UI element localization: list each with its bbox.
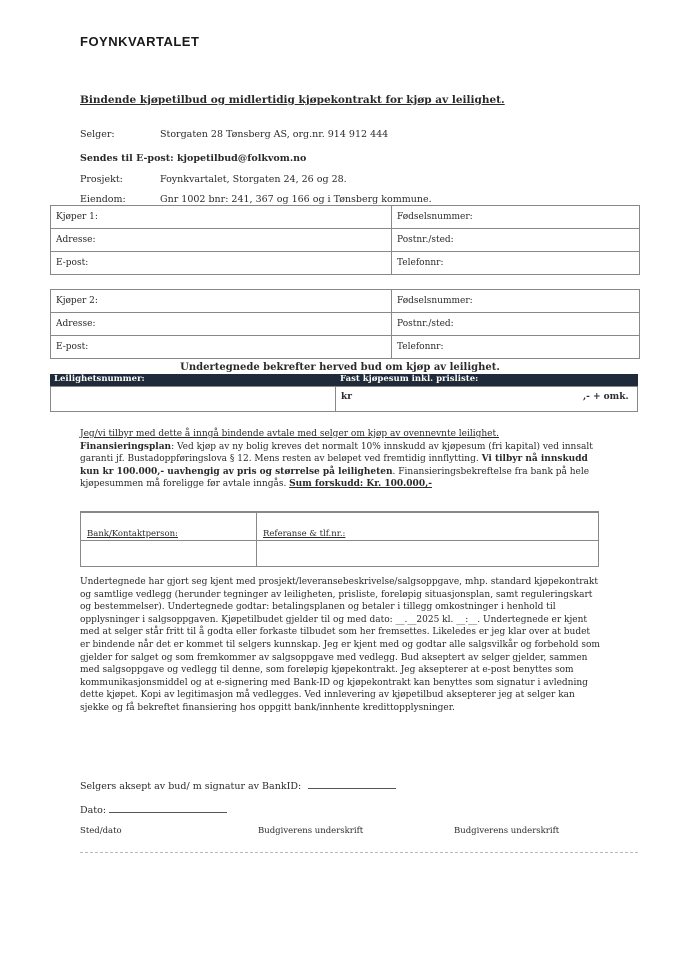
- bank-contact-label: Bank/Kontaktperson:: [87, 529, 178, 539]
- buyer2-dob-field[interactable]: Fødselsnummer:: [392, 290, 640, 313]
- reference-phone-label: Referanse & tlf.nr.:: [263, 529, 346, 539]
- finance-plan-label: Finansieringsplan: [80, 441, 172, 452]
- date-row: [80, 805, 227, 816]
- seller-accept-label: Selgers aksept av bud/ m signatur av BankID:: [80, 781, 302, 792]
- offer-heading: Undertegnede bekrefter herved bud om kjøp av leilighet.: [180, 362, 500, 373]
- buyer1-dob-field[interactable]: Fødselsnummer:: [392, 206, 640, 229]
- unit-number-input[interactable]: [51, 387, 336, 411]
- divider: [81, 512, 598, 513]
- unit-number-label: Leilighetsnummer:: [54, 374, 145, 384]
- document-title: Bindende kjøpetilbud og midlertidig kjøpekontrakt for kjøp av leilighet.: [80, 94, 505, 106]
- date-line[interactable]: [109, 812, 227, 813]
- price-label: Fast kjøpesum inkl. prisliste:: [340, 374, 479, 384]
- buyer1-address-field[interactable]: Adresse:: [51, 229, 392, 252]
- advance-sum: Sum forskudd: Kr. 100.000,-: [289, 479, 432, 490]
- price-input[interactable]: [351, 387, 601, 411]
- buyer2-email-field[interactable]: E-post:: [51, 336, 392, 359]
- reference-phone-input[interactable]: [257, 541, 597, 565]
- buyer1-table: [50, 205, 640, 275]
- company-logo: FOYNKVARTALET: [80, 34, 200, 49]
- buyer2-name-field[interactable]: Kjøper 2:: [51, 290, 392, 313]
- finance-rest-text: . Finansieringsbekreftelse fra bank på hele kjøpesummen må foreligge før avtale inngås.: [80, 466, 590, 490]
- footer-divider: [80, 852, 638, 853]
- seller-accept-row: [80, 781, 396, 792]
- bank-contact-input[interactable]: [81, 541, 256, 565]
- currency-label: kr: [341, 392, 352, 402]
- buyer2-address-field[interactable]: Adresse:: [51, 313, 392, 336]
- buyer2-phone-field[interactable]: Telefonnr:: [392, 336, 640, 359]
- buyer2-signature-label: Budgiverens underskrift: [454, 826, 560, 836]
- seller-value: Storgaten 28 Tønsberg AS, org.nr. 914 912 444: [160, 129, 389, 140]
- offer-input-row: [50, 386, 638, 412]
- date-label: Dato:: [80, 805, 107, 816]
- buyer1-email-field[interactable]: E-post:: [51, 252, 392, 275]
- offer-paragraph: [80, 428, 600, 491]
- buyer1-phone-field[interactable]: Telefonnr:: [392, 252, 640, 275]
- seller-signature-line[interactable]: [308, 788, 396, 789]
- project-value: Foynkvartalet, Storgaten 24, 26 og 28.: [160, 174, 347, 185]
- place-date-label: Sted/dato: [80, 826, 122, 836]
- project-label: Prosjekt:: [80, 174, 123, 185]
- seller-label: Selger:: [80, 129, 115, 140]
- property-row: [80, 194, 432, 205]
- property-value: Gnr 1002 bnr: 241, 367 og 166 og i Tønsberg kommune.: [160, 194, 432, 205]
- terms-paragraph: Undertegnede har gjort seg kjent med prosjekt/leveransebeskrivelse/salgsoppgave, mhp. standard kjøpekontrakt og samtlige vedlegg (herunder tegninger av leiligheten, prisliste, foreløpig situasjonsplan, samt reguleringskart og bestemmelser). Undertegnede godtar: betalingsplanen og betaler i tillegg omkostninger i henhold til opplysninger i salgsoppgaven. Kjøpetilbudet gjelder til og med dato: __.__2025 kl. __:__. Undertegnede er kjent med at selger står fritt til å godta eller forkaste tilbudet som her fremsettes. Likeledes er jeg klar over at budet er bindende når det er kommet til selgers kunnskap. Jeg er kjent med og godtar alle salgsvilkår og forbehold som gjelder for salget og som fremkommer av salgsoppgave med vedlegg. Bud akseptert av selger gjelder, sammen med salgsoppgave og vedlegg til denne, som foreløpig kjøpekontrakt. Jeg aksepterer at e-post benyttes som kommunikasjonsmiddel og at e-signering med Bank-ID og kjøpekontrakt kan benyttes som signatur i avledning dette kjøpet. Kopi av legitimasjon må vedlegges. Ved innlevering av kjøpetilbud aksepterer jeg at selger kan sjekke og få bekreftet finansiering hos oppgitt bank/innhente kredittopplysninger.: [80, 577, 600, 713]
- finance-offer-bold: Vi tilbyr nå innskudd kun kr 100.000,- uavhengig av pris og størrelse på leiligheten: [80, 454, 588, 477]
- property-label: Eiendom:: [80, 194, 126, 205]
- buyer1-postal-field[interactable]: Postnr./sted:: [392, 229, 640, 252]
- buyer2-postal-field[interactable]: Postnr./sted:: [392, 313, 640, 336]
- offer-header-bar: [50, 374, 638, 386]
- buyer2-table: [50, 289, 640, 359]
- bank-table: [80, 511, 599, 567]
- offer-intro: Jeg/vi tilbyr med dette å inngå bindende avtale med selger om kjøp av ovennevnte leilighet.: [80, 429, 499, 439]
- project-row: [80, 174, 347, 185]
- buyer1-signature-label: Budgiverens underskrift: [258, 826, 364, 836]
- price-suffix: ,- + omk.: [583, 392, 629, 402]
- seller-row: [80, 129, 388, 140]
- buyer1-name-field[interactable]: Kjøper 1:: [51, 206, 392, 229]
- finance-plan-text: : Ved kjøp av ny bolig kreves det normalt 10% innskudd av kjøpesum (fri kapital) ved innsalt garanti jf. Bustadoppføringslova § 12. Mens resten av beløpet ved fremtidig innflytting.: [80, 441, 593, 465]
- send-to-email: Sendes til E-post: kjopetilbud@folkvom.no: [80, 153, 307, 164]
